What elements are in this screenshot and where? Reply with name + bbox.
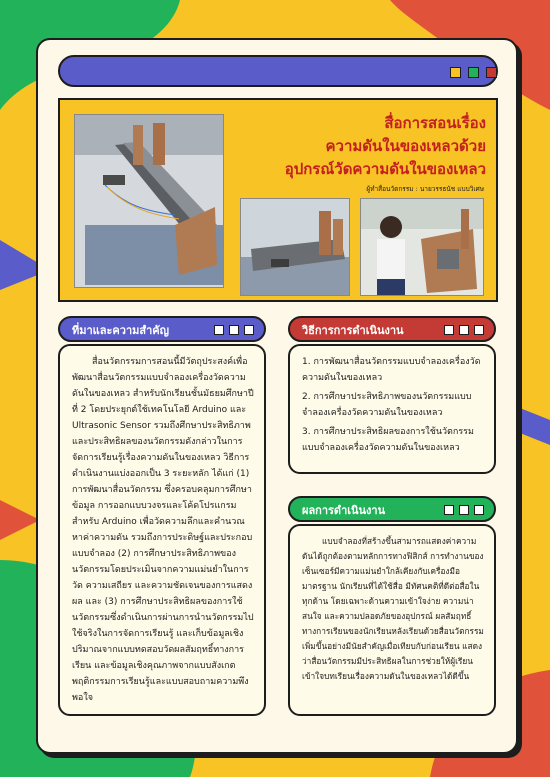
- title-line-2: ความดันในของเหลวด้วย: [325, 137, 486, 155]
- poster-card: [36, 38, 518, 754]
- author-credit: ผู้ทำสื่อนวัตกรรม : นายวรรธนัช แบบวิเศษ: [366, 185, 484, 193]
- heading-background-label: ที่มาและความสำคัญ: [72, 324, 170, 337]
- methods-item-1: 1. การพัฒนาสื่อนวัตกรรมแบบจำลองเครื่องวัดความดันในของเหลว: [302, 357, 481, 383]
- window-square-icon-green: [468, 67, 479, 78]
- photo-model-apparatus: [74, 114, 224, 288]
- background-paragraph: สื่อนวัตกรรมการสอนนี้มีวัตถุประสงค์เพื่อพัฒนาสื่อนวัตกรรมแบบจำลองเครื่องวัดความดันในของเหลว สำหรับนักเรียนชั้นมัธยมศึกษาปีที่ 2 โดยประยุกต์ใช้เทคโนโลยี Arduino และ Ultrasonic Sensor รวมถึงศึกษาประสิทธิภาพและประสิทธิผลของนวัตกรรมดังกล่าวในการจัดการเรียนรู้เรื่องความดันในของเหลว วิธีการดำเนินงานแบ่งออกเป็น 3 ระยะหลัก ได้แก่ (1) การพัฒนาสื่อนวัตกรรม ซึ่งครอบคลุมการศึกษาข้อมูล การออกแบบวงจรและโค้ดโปรแกรมสำหรับ Arduino เพื่อวัดความลึกและคำนวณหาค่าความดัน รวมถึงการประดิษฐ์และประกอบแบบจำลอง (2) การศึกษาประสิทธิภาพของนวัตกรรมโดยประเมินจากความแม่นยำในการวัด ความเสถียร และความชัดเจนของการแสดงผล และ (3) การศึกษาประสิทธิผลของการใช้นวัตกรรมซึ่งดำเนินการผ่านการนำนวัตกรรมไปใช้จริงในการจัดการเรียนรู้ และเก็บข้อมูลเชิงปริมาณจากแบบทดสอบวัดผลสัมฤทธิ์ทางการเรียน และข้อมูลเชิงคุณภาพจากแบบสังเกตพฤติกรรมการเรียนรู้และแบบสอบถามความพึงพอใจ: [72, 357, 254, 703]
- results-text-box: [288, 524, 496, 716]
- heading-methods: [288, 316, 496, 342]
- methods-item-3: 3. การศึกษาประสิทธิผลของการใช้นวัตกรรมแบบจำลองเครื่องวัดความดันในของเหลว: [302, 427, 474, 453]
- title-line-1: สื่อการสอนเรื่อง: [384, 114, 486, 132]
- hero-panel: [58, 98, 498, 302]
- window-square-icon-yellow: [450, 67, 461, 78]
- top-bar: [58, 55, 498, 87]
- heading-results: [288, 496, 496, 522]
- methods-list: [302, 354, 484, 456]
- title-line-3: อุปกรณ์วัดความดันในของเหลว: [284, 160, 486, 178]
- results-paragraph: แบบจำลองที่สร้างขึ้นสามารถแสดงค่าความดันได้ถูกต้องตามหลักการทางฟิสิกส์ การทำงานของเซ็นเซอร์มีความแม่นยำใกล้เคียงกับเครื่องมือมาตรฐาน นักเรียนที่ได้ใช้สื่อ มีทัศนคติที่ดีต่อสื่อในทุกด้าน โดยเฉพาะด้านความเข้าใจง่าย ความน่าสนใจ และความปลอดภัยของอุปกรณ์ ผลสัมฤทธิ์ทางการเรียนของนักเรียนหลังเรียนด้วยสื่อนวัตกรรมเพิ่มขึ้นอย่างมีนัยสำคัญเมื่อเทียบกับก่อนเรียน แสดงว่าสื่อนวัตกรรมมีประสิทธิผลในการช่วยให้ผู้เรียนเข้าใจบทเรียนเรื่องความดันในของเหลวได้ดีขึ้น: [302, 536, 484, 681]
- methods-text-box: [288, 344, 496, 474]
- heading-background: [58, 316, 266, 342]
- photo-student-using-model: [360, 198, 484, 296]
- heading-results-label: ผลการดำเนินงาน: [302, 504, 386, 517]
- background-text-box: [58, 344, 266, 716]
- methods-item-2: 2. การศึกษาประสิทธิภาพของนวัตกรรมแบบจำลองเครื่องวัดความดันในของเหลว: [302, 392, 472, 418]
- window-square-icon-red: [486, 67, 497, 78]
- photo-apparatus-side: [240, 198, 350, 296]
- heading-methods-label: วิธีการการดำเนินงาน: [302, 324, 404, 337]
